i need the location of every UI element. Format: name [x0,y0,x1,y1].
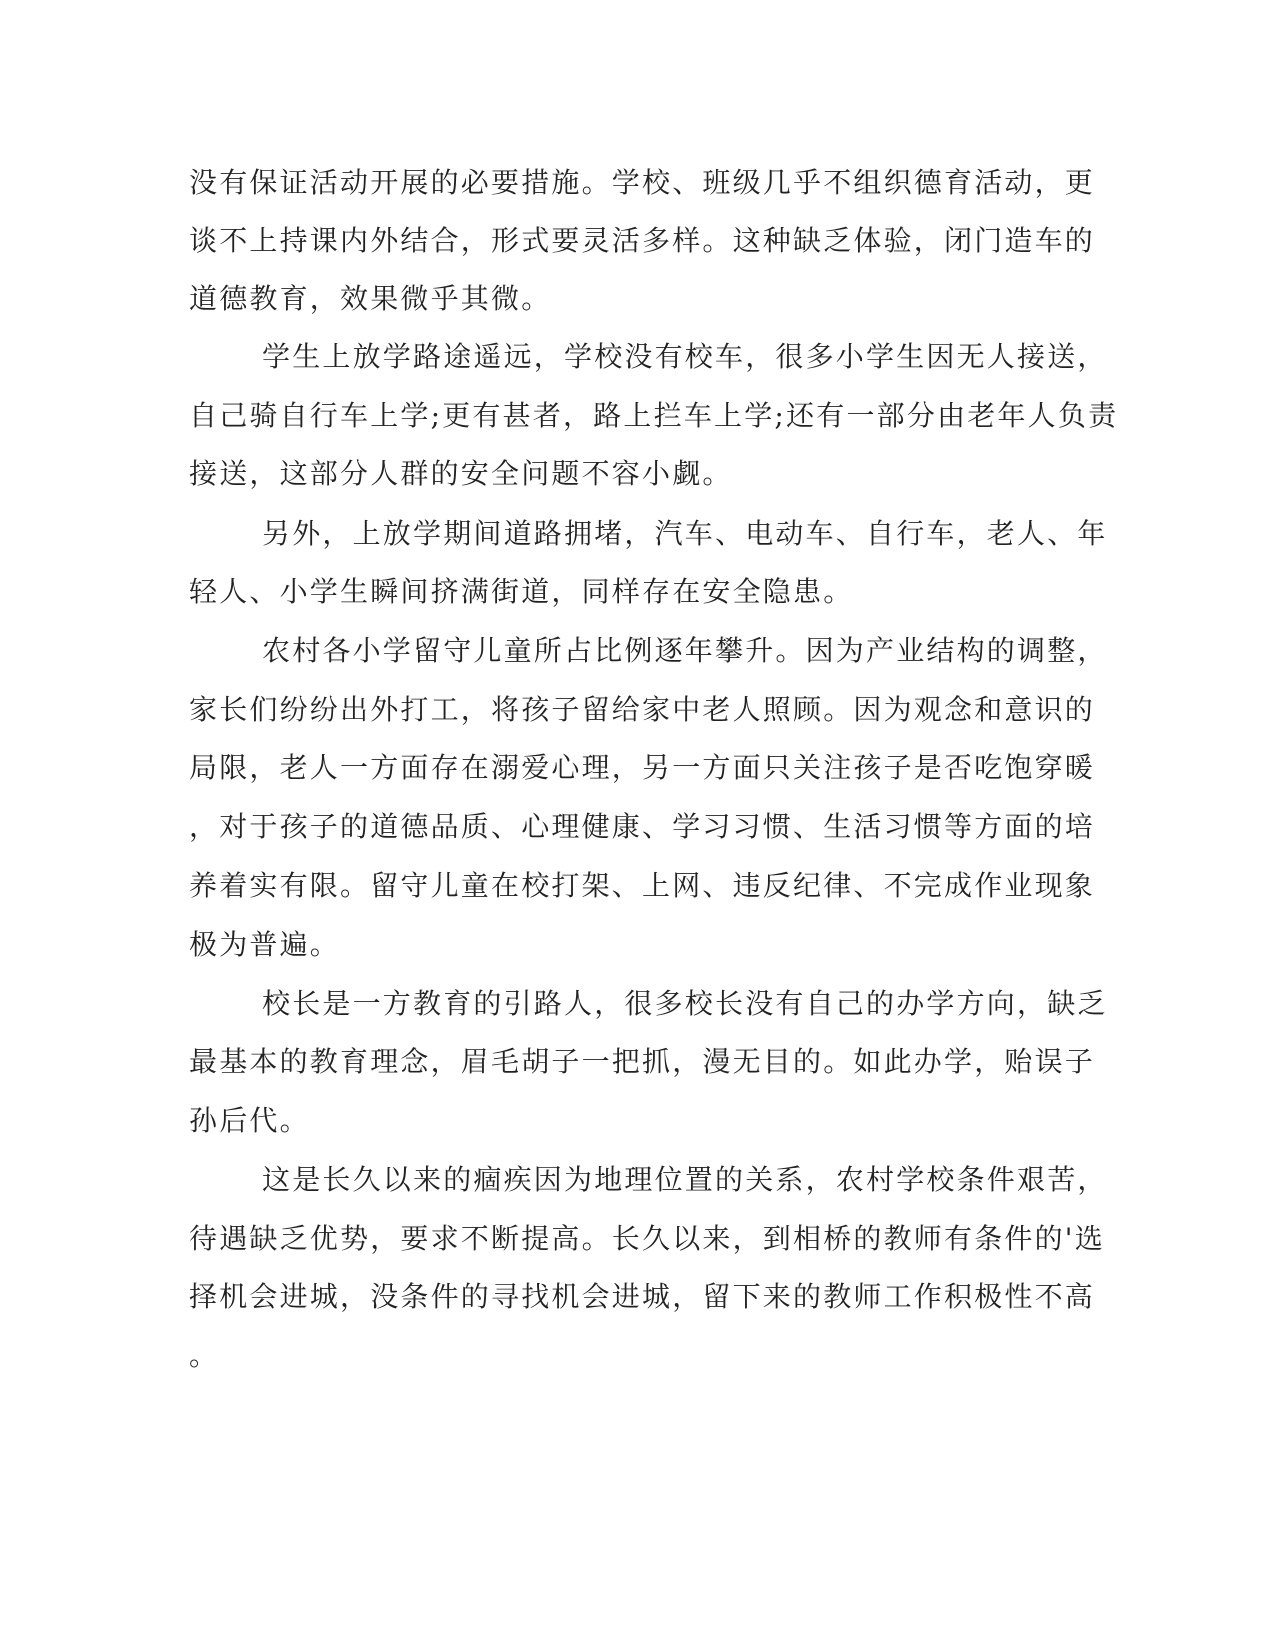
paragraph-2-line-1: 学生上放学路途遥远，学校没有校车，很多小学生因无人接送， [262,340,1108,373]
paragraph-5-line-2: 最基本的教育理念，眉毛胡子一把抓，漫无目的。如此办学，贻误子 [189,1045,1096,1078]
paragraph-2-line-2: 自己骑自行车上学;更有甚者，路上拦车上学;还有一部分由老年人负责 [189,399,1119,432]
paragraph-4-line-1: 农村各小学留守儿童所占比例逐年攀升。因为产业结构的调整， [262,634,1108,667]
paragraph-6-line-3: 择机会进城，没条件的寻找机会进城，留下来的教师工作积极性不高 [189,1280,1096,1313]
paragraph-4-line-2: 家长们纷纷出外打工，将孩子留给家中老人照顾。因为观念和意识的 [189,693,1096,726]
paragraph-6-line-2: 待遇缺乏优势，要求不断提高。长久以来，到相桥的教师有条件的'选 [189,1222,1105,1255]
paragraph-6-line-1: 这是长久以来的痼疾因为地理位置的关系，农村学校条件艰苦， [262,1163,1108,1196]
paragraph-4-line-3: 局限，老人一方面存在溺爱心理，另一方面只关注孩子是否吃饱穿暖 [189,751,1096,784]
paragraph-1-line-1: 没有保证活动开展的必要措施。学校、班级几乎不组织德育活动，更 [189,166,1096,199]
paragraph-6-line-4: 。 [189,1339,220,1372]
paragraph-3-line-2: 轻人、小学生瞬间挤满街道，同样存在安全隐患。 [189,575,854,608]
paragraph-4-line-5: 养着实有限。留守儿童在校打架、上网、违反纪律、不完成作业现象 [189,869,1096,902]
paragraph-1-line-2: 谈不上持课内外结合，形式要灵活多样。这种缺乏体验，闭门造车的 [189,224,1096,257]
paragraph-1-line-3: 道德教育，效果微乎其微。 [189,282,552,315]
paragraph-5-line-3: 孙后代。 [189,1104,310,1137]
paragraph-2-line-3: 接送，这部分人群的安全问题不容小觑。 [189,457,733,490]
paragraph-4-line-6: 极为普遍。 [189,928,341,961]
paragraph-5-line-1: 校长是一方教育的引路人，很多校长没有自己的办学方向，缺乏 [262,987,1108,1020]
paragraph-3-line-1: 另外，上放学期间道路拥堵，汽车、电动车、自行车，老人、年 [262,517,1108,550]
paragraph-4-line-4: ，对于孩子的道德品质、心理健康、学习习惯、生活习惯等方面的培 [189,810,1096,843]
